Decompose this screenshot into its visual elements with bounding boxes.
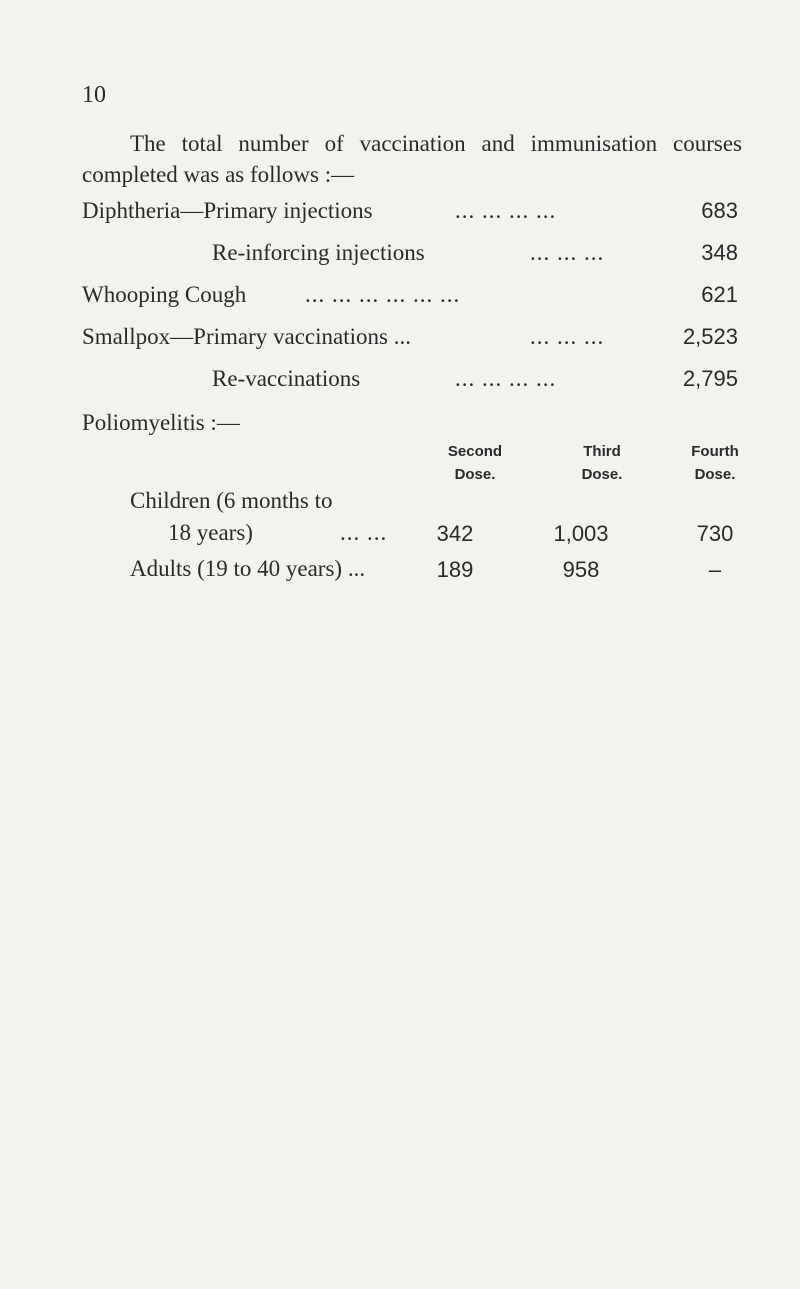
course-value: 2,795 <box>682 366 738 391</box>
polio-adults-fourth-dose: – <box>708 557 722 582</box>
course-label: Re-inforcing injections <box>212 240 425 265</box>
dot-leader: ... ... ... ... ... ... <box>305 282 461 307</box>
intro-line-1: The total number of vaccination and immunisation courses <box>130 131 742 156</box>
course-label: Whooping Cough <box>82 282 247 307</box>
column-header-line: Dose. <box>454 466 496 483</box>
course-label: Smallpox—Primary vaccinations ... <box>82 324 411 349</box>
intro-paragraph <box>82 128 742 190</box>
course-label: Diphtheria—Primary injections <box>82 198 373 223</box>
course-value: 2,523 <box>682 324 738 349</box>
column-header-line: Fourth <box>691 443 739 460</box>
course-row-whooping-cough <box>0 282 800 316</box>
dot-leader: ... ... ... ... <box>455 198 557 223</box>
course-row-diphtheria-reinforcing <box>0 240 800 274</box>
dot-leader: ... ... <box>340 520 388 545</box>
course-label: Re-vaccinations <box>212 366 361 391</box>
dot-leader: ... ... ... <box>530 324 605 349</box>
column-header-third-dose <box>547 440 657 486</box>
polio-children-second-dose: 342 <box>436 521 474 546</box>
course-row-smallpox-revaccinations <box>0 366 800 400</box>
polio-row-adults-label: Adults (19 to 40 years) ... <box>130 556 366 581</box>
polio-adults-third-dose: 958 <box>562 557 600 582</box>
polio-children-fourth-dose: 730 <box>696 521 734 546</box>
polio-row-children-label-line-1: Children (6 months to <box>130 488 333 513</box>
polio-children-third-dose: 1,003 <box>553 521 609 546</box>
column-header-line: Third <box>583 443 621 460</box>
polio-heading: Poliomyelitis :— <box>82 410 240 435</box>
course-row-diphtheria-primary <box>0 198 800 232</box>
column-header-fourth-dose <box>660 440 770 486</box>
dot-leader: ... ... ... ... <box>455 366 557 391</box>
course-value: 683 <box>701 198 738 223</box>
dot-leader: ... ... ... <box>530 240 605 265</box>
polio-adults-second-dose: 189 <box>436 557 474 582</box>
intro-line-2: completed was as follows :— <box>82 162 355 187</box>
column-header-line: Dose. <box>581 466 623 483</box>
course-row-smallpox-primary <box>0 324 800 358</box>
polio-row-children-label-line-2: 18 years) <box>168 520 253 545</box>
column-header-line: Dose. <box>694 466 736 483</box>
course-value: 621 <box>701 282 738 307</box>
column-header-second-dose <box>420 440 530 486</box>
course-value: 348 <box>701 240 738 265</box>
page-number: 10 <box>82 82 106 108</box>
column-header-line: Second <box>447 443 503 460</box>
